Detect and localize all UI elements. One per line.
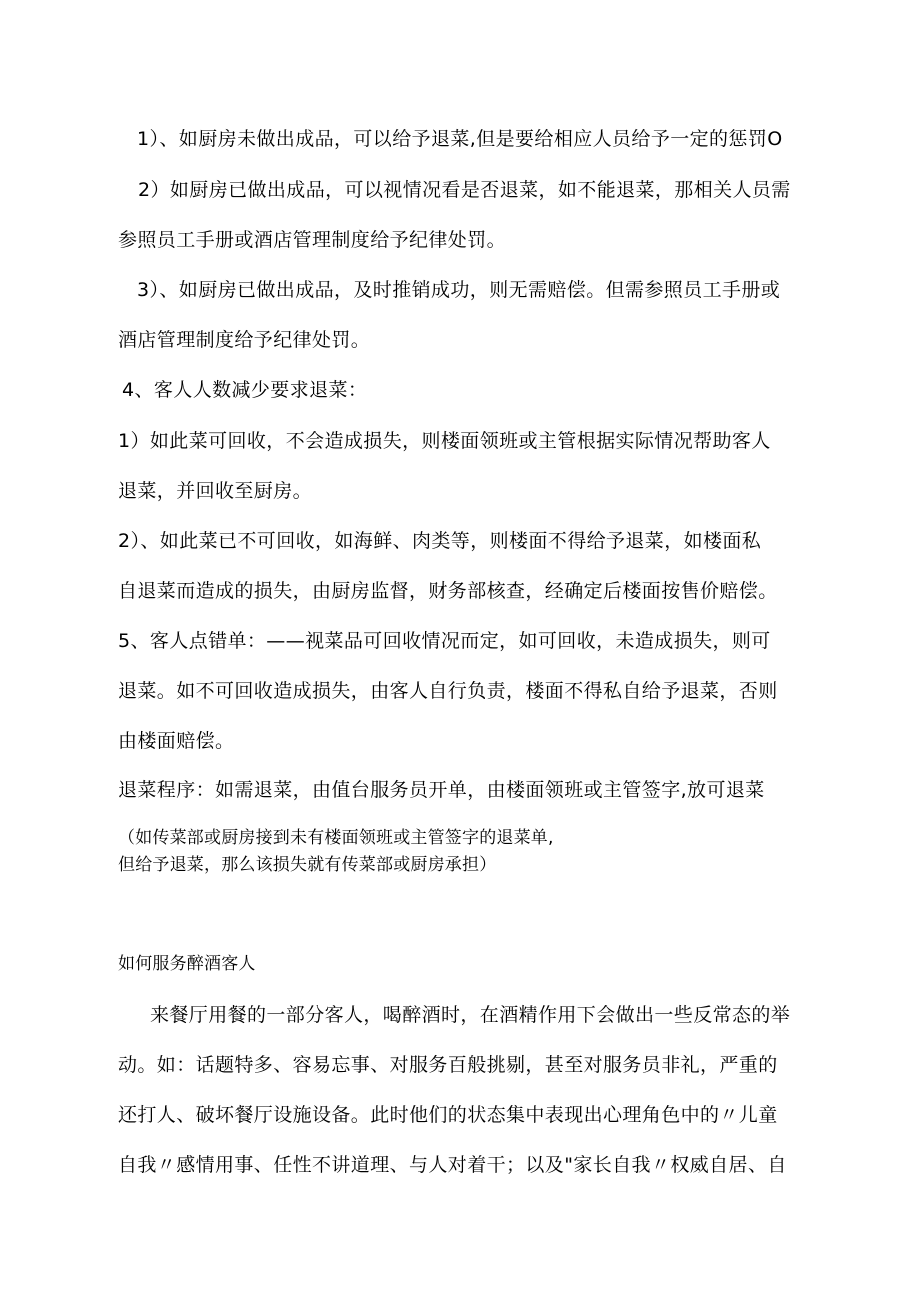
text-line: 1）如此菜可回收，不会造成损失，则楼面领班或主管根据实际情况帮助客人 (118, 430, 771, 452)
text-line: 酒店管理制度给予纪律处罚。 (118, 329, 371, 351)
text-line: 退菜。如不可回收造成损失，由客人自行负责，楼面不得私自给予退菜，否则 (118, 680, 778, 702)
text-line: 2）、如此菜已不可回收，如海鲜、肉类等，则楼面不得给予退菜，如楼面私 (118, 530, 762, 552)
text-line: 还打人、破坏餐厅设施设备。此时他们的状态集中表现出心理角色中的〃儿童 (118, 1104, 778, 1126)
section-heading: 退菜程序：如需退菜，由值台服务员开单，由楼面领班或主管签字,放可退菜 (118, 779, 765, 801)
text-line: 来餐厅用餐的一部分客人，喝醉酒时，在酒精作用下会做出一些反常态的举 (150, 1004, 791, 1026)
note-line: （如传菜部或厨房接到未有楼面领班或主管签字的退菜单, (118, 828, 554, 848)
text-line: 1）、如厨房未做出成品，可以给予退菜,但是要给相应人员给予一定的惩罚O (137, 128, 783, 150)
note-line: 但给予退菜，那么该损失就有传菜部或厨房承担） (118, 855, 497, 875)
text-line: 2）如厨房已做出成品，可以视情况看是否退菜，如不能退菜，那相关人员需 (138, 179, 791, 201)
text-line: 3）、如厨房已做出成品，及时推销成功，则无需赔偿。但需参照员工手册或 (137, 279, 781, 301)
section-heading: 4、客人人数减少要求退菜： (122, 379, 368, 401)
text-line: 退菜，并回收至厨房。 (118, 480, 313, 502)
text-line: 参照员工手册或酒店管理制度给予纪律处罚。 (118, 229, 507, 251)
article-title: 如何服务醉酒客人 (118, 954, 256, 974)
section-heading: 5、客人点错单：——视菜品可回收情况而定，如可回收，未造成损失，则可 (118, 630, 771, 652)
text-line: 自退菜而造成的损失，由厨房监督，财务部核查，经确定后楼面按售价赔偿。 (118, 580, 778, 602)
text-line: 自我〃感情用事、任性不讲道理、与人对着干；以及"家长自我〃权威自居、自 (118, 1154, 787, 1176)
text-line: 动。如：话题特多、容易忘事、对服务百般挑剔，甚至对服务员非礼，严重的 (118, 1054, 778, 1076)
text-line: 由楼面赔偿。 (118, 730, 235, 752)
